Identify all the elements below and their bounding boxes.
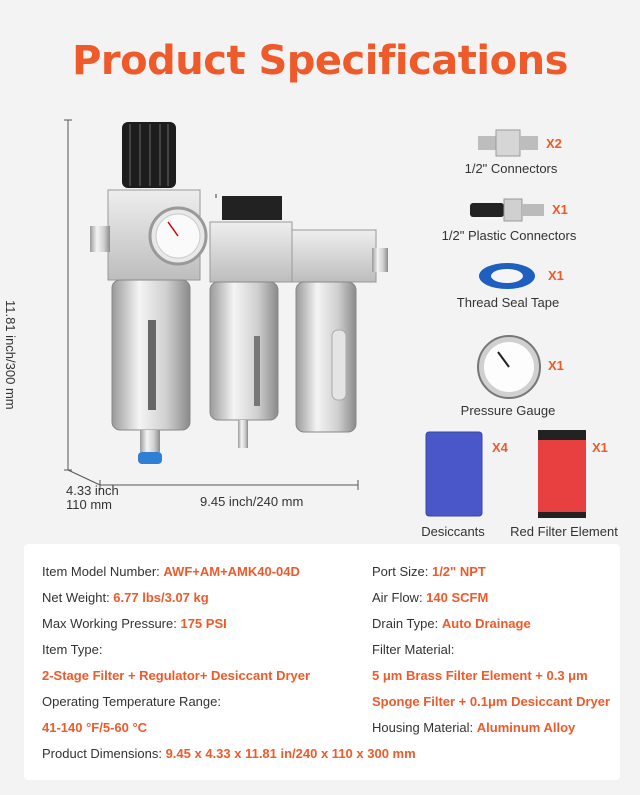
spec-port: Port Size: 1/2" NPT: [372, 564, 486, 579]
spec-drain: Drain Type: Auto Drainage: [372, 616, 531, 631]
red-filter-element-icon: [536, 428, 588, 520]
desiccants-icon: [424, 430, 484, 518]
spec-temp-label: Operating Temperature Range:: [42, 694, 221, 709]
depth-mm: 110 mm: [66, 497, 112, 512]
pressure-gauge-qty: X1: [548, 358, 564, 373]
spec-pressure: Max Working Pressure: 175 PSI: [42, 616, 227, 631]
spec-temp-value: 41-140 °F/5-60 °C: [42, 720, 148, 735]
plastic-connector-icon: [470, 197, 548, 223]
page-title: Product Specifications: [72, 38, 568, 84]
height-dimension: 11.81 inch/300 mm: [3, 300, 18, 410]
spec-model: Item Model Number: AWF+AM+AMK40-04D: [42, 564, 300, 579]
seal-tape-label: Thread Seal Tape: [456, 295, 560, 310]
spec-housing: Housing Material: Aluminum Alloy: [372, 720, 576, 735]
spec-dimensions: Product Dimensions: 9.45 x 4.33 x 11.81 in/240 x 110 x 300 mm: [42, 746, 416, 761]
width-dimension: 9.45 inch/240 mm: [200, 494, 304, 509]
depth-inch: 4.33 inch: [66, 483, 119, 498]
spec-filter-value-2: Sponge Filter + 0.1μm Desiccant Dryer: [372, 694, 611, 709]
connectors-qty: X2: [546, 136, 562, 151]
connectors-label: 1/2" Connectors: [464, 161, 558, 176]
desiccants-label: Desiccants: [421, 524, 485, 539]
spec-type-value: 2-Stage Filter + Regulator+ Desiccant Dryer: [42, 668, 311, 683]
pressure-gauge-icon: [476, 334, 542, 400]
spec-table: [24, 544, 620, 780]
plastic-connectors-label: 1/2" Plastic Connectors: [441, 228, 577, 243]
spec-type-label: Item Type:: [42, 642, 103, 657]
plastic-connectors-qty: X1: [552, 202, 568, 217]
depth-dimension: [66, 484, 119, 512]
spec-weight: Net Weight: 6.77 lbs/3.07 kg: [42, 590, 209, 605]
red-filter-qty: X1: [592, 440, 608, 455]
filter-regulator-image: [60, 110, 390, 510]
spec-filter-label: Filter Material:: [372, 642, 455, 657]
seal-tape-qty: X1: [548, 268, 564, 283]
seal-tape-icon: [478, 262, 536, 290]
spec-filter-value-1: 5 μm Brass Filter Element + 0.3 μm: [372, 668, 588, 683]
brass-connector-icon: [478, 128, 540, 158]
spec-flow: Air Flow: 140 SCFM: [372, 590, 489, 605]
red-filter-label: Red Filter Element: [510, 524, 618, 539]
desiccants-qty: X4: [492, 440, 508, 455]
pressure-gauge-label: Pressure Gauge: [460, 403, 556, 418]
